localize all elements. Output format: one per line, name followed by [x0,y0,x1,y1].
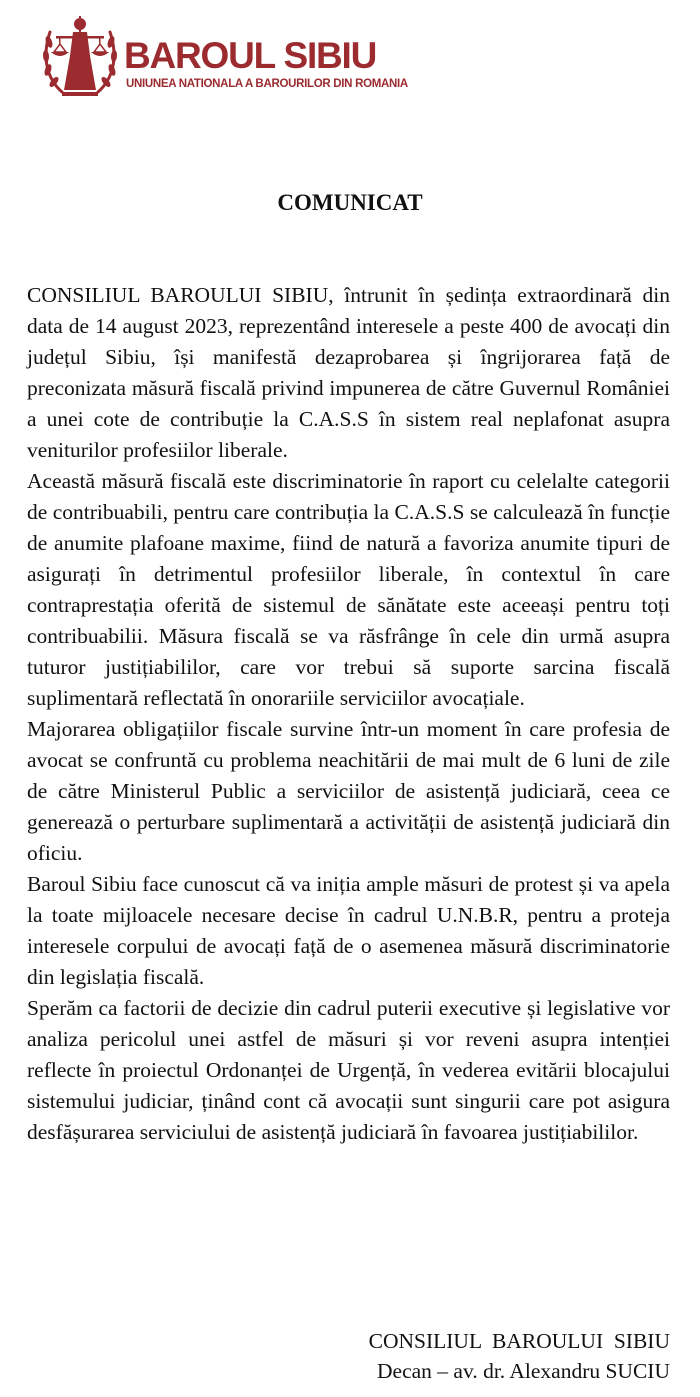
paragraph: CONSILIUL BAROULUI SIBIU, întrunit în ședința extraordinară din data de 14 august 2023, reprezentând interesele a peste 400 de avocați din județul Sibiu, își manifestă dezaprobarea și îngrijorarea față de preconizata măsură fiscală privind impunerea de către Guvernul României a unei cote de contribuție la C.A.S.S în sistem real neplafonat asupra veniturilor profesiilor liberale. [27,283,670,462]
document-title: COMUNICAT [277,190,423,215]
letterhead [40,12,680,102]
paragraph: Această măsură fiscală este discriminatorie în raport cu celelalte categorii de contribuabili, pentru care contribuția la C.A.S.S se calculează în funcție de anumite plafoane maxime, fiind de natură a favoriza anumite tipuri de asigurați în detrimentul profesiilor liberale, în contextul în care contraprestația oferită de sistemul de sănătate este aceeași pentru toți contribuabilii. Măsura fiscală se va răsfrânge în cele din urmă asupra tuturor justițiabililor, care vor trebui să suporte sarcina fiscală suplimentară reflectată în onorariile serviciilor avocațiale. [27,469,670,710]
signature-dean: Decan – av. dr. Alexandru SUCIU [377,1359,670,1383]
paragraph: Sperăm ca factorii de decizie din cadrul puterii executive și legislative vor analiza pericolul unei astfel de măsuri și vor reveni asupra intenției reflecte în proiectul Ordonanței de Urgență, în vederea evitării blocajului sistemului judiciar, ținând cont că avocații sunt singurii care pot asigura desfășurarea serviciului de asistență judiciară în favoarea justițiabililor. [27,996,670,1144]
justice-scales-laurel-icon [40,12,120,100]
org-subtitle: UNIUNEA NATIONALA A BAROURILOR DIN ROMANIA [126,78,408,90]
signature-block [369,1326,670,1386]
org-name: BAROUL SIBIU [124,35,377,76]
paragraph: Baroul Sibiu face cunoscut că va iniția ample măsuri de protest și va apela la toate mijloacele necesare decise în cadrul U.N.B.R, pentru a proteja interesele corpului de avocați față de o asemenea măsură discriminatorie din legislația fiscală. [27,872,670,989]
document-body [27,280,670,1148]
paragraph: Majorarea obligațiilor fiscale survine într-un moment în care profesia de avocat se confruntă cu problema neachitării de mai mult de 6 luni de zile de către Ministerul Public a serviciilor de asistență judiciară, ceea ce generează o perturbare suplimentară a activității de asistență judiciară din oficiu. [27,717,670,865]
signature-council: CONSILIUL BAROULUI SIBIU [368,1329,670,1353]
